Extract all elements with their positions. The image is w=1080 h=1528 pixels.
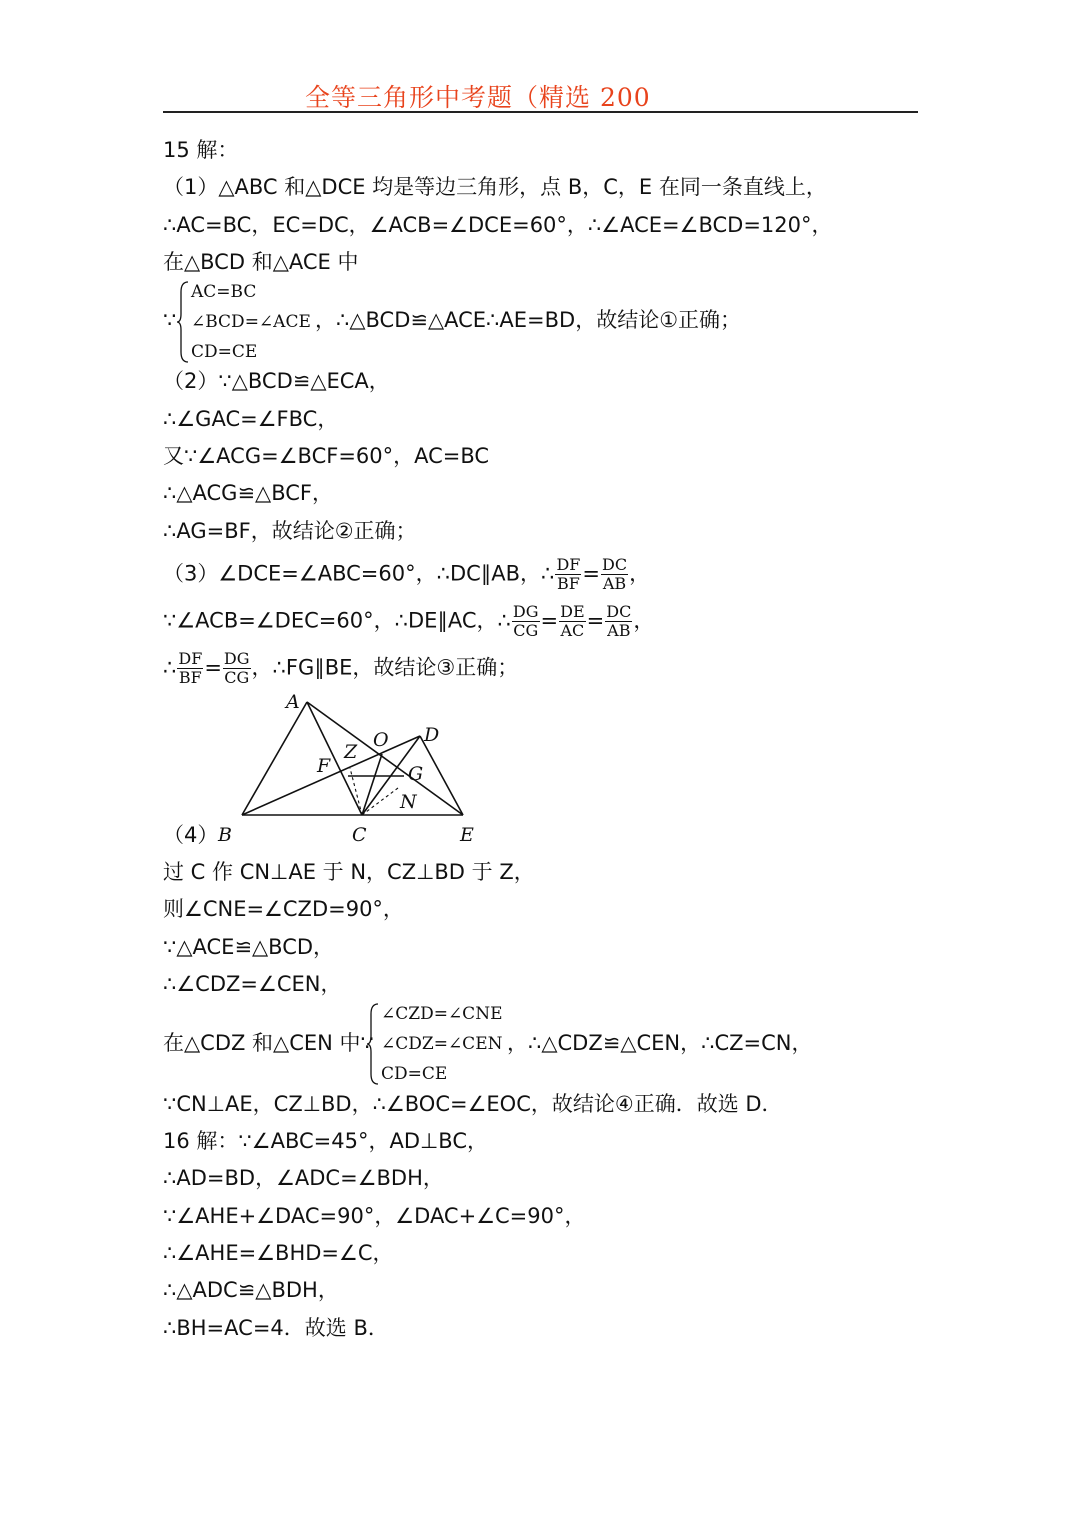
fraction: $\frac{DF}{BF}$ [178, 649, 203, 687]
because-symbol: ∵ [163, 308, 177, 332]
text-line: 又∵∠ACG=∠BCF=60°，AC=BC [163, 444, 490, 468]
system-row: CD=CE [191, 342, 258, 362]
text-line: ∵∠ACB=∠DEC=60°，∴DE∥AC，∴ $\frac{DG}{CG}$ = $\frac{DE}{AC}$ = $\frac{DC}{AB}$ ， [163, 602, 655, 640]
text-line: （1）△ABC 和△DCE 均是等边三角形，点 B，C，E 在同一条直线上， [163, 175, 827, 199]
label-O: O [373, 729, 389, 751]
text-line: ∴AG=BF，故结论②正确； [163, 519, 417, 543]
text-line: ，∴△BCD≌△ACE∴AE=BD，故结论①正确； [315, 308, 742, 332]
text-line: ∴△ACG≌△BCF， [163, 481, 333, 505]
header-divider [163, 111, 918, 113]
geometry-figure [220, 688, 490, 848]
fraction: $\frac{DC}{AB}$ [601, 555, 628, 593]
label-F: F [317, 755, 331, 777]
text-line: ∴BH=AC=4．故选 B． [163, 1316, 389, 1340]
text-line: 过 C 作 CN⊥AE 于 N，CZ⊥BD 于 Z， [163, 860, 535, 884]
text-line: ∴△ADC≌△BDH， [163, 1278, 339, 1302]
fraction: $\frac{DF}{BF}$ [556, 555, 581, 593]
fraction: $\frac{DC}{AB}$ [606, 602, 632, 640]
label-B: B [218, 824, 232, 846]
text-line: 在△CDZ 和△CEN 中∵ [163, 1031, 374, 1055]
label-N: N [400, 791, 417, 813]
text-line: ∴∠CDZ=∠CEN， [163, 972, 342, 996]
text-line: ∵∠AHE+∠DAC=90°，∠DAC+∠C=90°， [163, 1204, 586, 1228]
text-line: ∴ $\frac{DF}{BF}$ = $\frac{DG}{CG}$ ，∴FG∥BE，故结论③正确； [163, 649, 519, 687]
page-title: 全等三角形中考题（精选 200 [305, 83, 651, 112]
label-G: G [408, 763, 424, 785]
text-line: （2）∵△BCD≌△ECA， [163, 369, 390, 393]
system-row: ∠CZD=∠CNE [381, 1004, 503, 1024]
text-line: ∵△ACE≌△BCD， [163, 935, 335, 959]
system-row: ∠BCD=∠ACE [191, 312, 311, 332]
text-line: ，∴△CDZ≌△CEN，∴CZ=CN， [507, 1031, 813, 1055]
system-row: CD=CE [381, 1064, 448, 1084]
problem-16-heading: 16 解：∵∠ABC=45°，AD⊥BC， [163, 1129, 488, 1153]
label-A: A [286, 691, 300, 713]
label-D: D [424, 724, 440, 746]
text-line: ∴∠AHE=∠BHD=∠C， [163, 1241, 394, 1265]
text-line: ∴AD=BD，∠ADC=∠BDH， [163, 1166, 444, 1190]
fraction: $\frac{DE}{AC}$ [560, 602, 585, 640]
text-line: （3）∠DCE=∠ABC=60°，∴DC∥AB，∴ $\frac{DF}{BF}$ = $\frac{DC}{AB}$ ， [163, 555, 651, 593]
left-brace [176, 280, 190, 364]
text-line: （4） [163, 823, 219, 847]
problem-15-heading: 15 解： [163, 138, 239, 162]
system-row: ∠CDZ=∠CEN [381, 1034, 503, 1054]
left-brace [366, 1002, 380, 1086]
label-E: E [460, 824, 474, 846]
label-C: C [352, 824, 367, 846]
text-line: 则∠CNE=∠CZD=90°， [163, 897, 404, 921]
text-line: ∴∠GAC=∠FBC， [163, 407, 339, 431]
label-Z: Z [344, 741, 358, 763]
text-line: ∵CN⊥AE，CZ⊥BD，∴∠BOC=∠EOC，故结论④正确．故选 D． [163, 1092, 783, 1116]
system-row: AC=BC [191, 282, 257, 302]
text-line: 在△BCD 和△ACE 中 [163, 250, 359, 274]
fraction: $\frac{DG}{CG}$ [512, 602, 539, 640]
fraction: $\frac{DG}{CG}$ [223, 649, 250, 687]
text-line: ∴AC=BC，EC=DC，∠ACB=∠DCE=60°，∴∠ACE=∠BCD=120°， [163, 213, 833, 237]
